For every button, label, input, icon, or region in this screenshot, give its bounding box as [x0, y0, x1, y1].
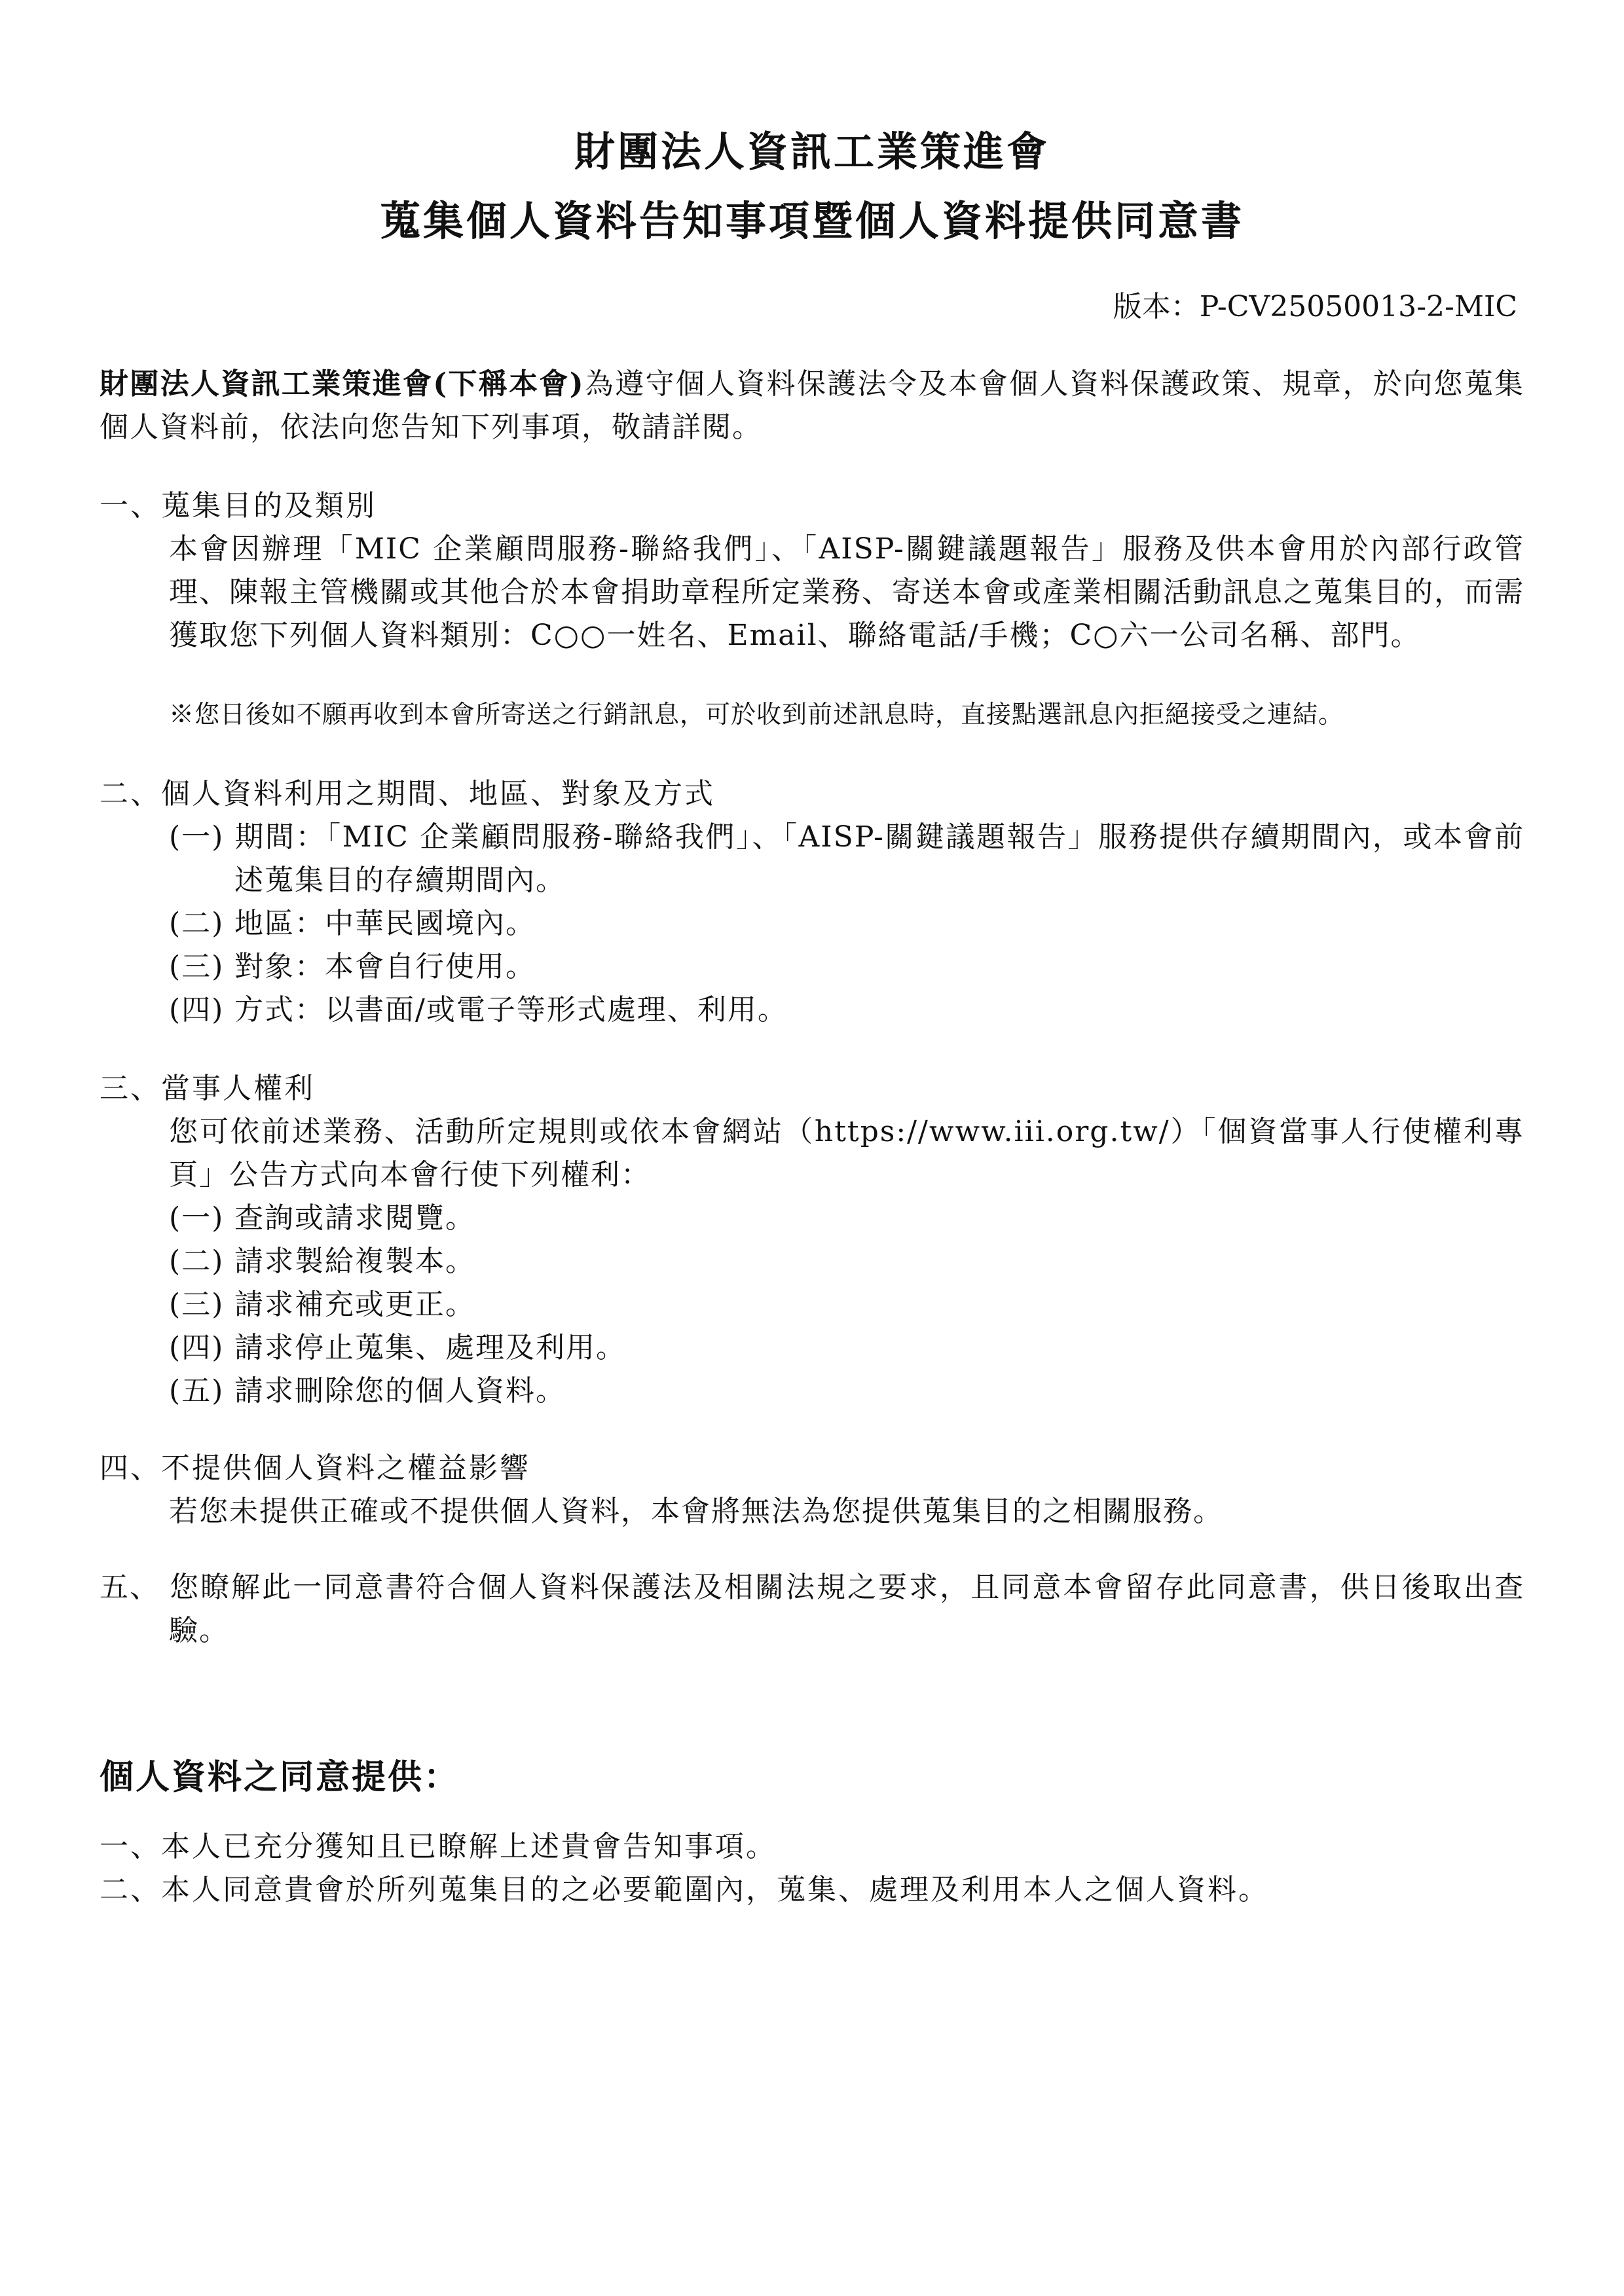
section3-item-5-mark: (五): [169, 1374, 225, 1408]
section5-text: 您瞭解此一同意書符合個人資料保護法及相關法規之要求，且同意本會留存此同意書，供日後取出查驗。: [169, 1571, 1524, 1647]
version-label: 版本：P-CV25050013-2-MIC: [1113, 290, 1517, 323]
section2-item-1: [169, 816, 1524, 902]
section2-item-2: [169, 902, 1524, 945]
section3-item-4-mark: (四): [169, 1331, 225, 1364]
section2-item-1-mark: (一): [169, 820, 225, 854]
document-title-main: 蒐集個人資料告知事項暨個人資料提供同意書: [379, 197, 1244, 245]
section2-item-3-text: 對象：本會自行使用。: [234, 950, 536, 983]
section3-item-2: [169, 1240, 1524, 1283]
section2-item-4-text: 方式：以書面/或電子等形式處理、利用。: [234, 993, 788, 1027]
section3-item-2-mark: (二): [169, 1245, 225, 1278]
section2-heading: 二、個人資料利用之期間、地區、對象及方式: [100, 777, 715, 811]
section4-body: 若您未提供正確或不提供個人資料，本會將無法為您提供蒐集目的之相關服務。: [169, 1495, 1223, 1528]
section2-item-4: [169, 989, 1524, 1032]
intro-paragraph: [100, 363, 1524, 449]
section1-note: ※您日後如不願再收到本會所寄送之行銷訊息，可於收到前述訊息時，直接點選訊息內拒絕接受之連結。: [169, 700, 1344, 729]
section3-item-1-mark: (一): [169, 1201, 225, 1235]
section3-item-2-text: 請求製給複製本。: [234, 1245, 475, 1278]
section2-item-4-mark: (四): [169, 993, 225, 1027]
intro-text: 為遵守個人資料保護法令及本會個人資料保護政策、規章，於向您蒐集個人資料前，依法向您告知下列事項，敬請詳閱。: [100, 367, 1524, 444]
section2-item-3: [169, 945, 1524, 989]
section2-item-1-text: 期間：「MIC 企業顧問服務-聯絡我們」、「AISP-關鍵議題報告」服務提供存續期間內，或本會前述蒐集目的存續期間內。: [234, 820, 1524, 897]
section1-body: 本會因辦理「MIC 企業顧問服務-聯絡我們」、「AISP-關鍵議題報告」服務及供本會用於內部行政管理、陳報主管機關或其他合於本會捐助章程所定業務、寄送本會或產業相關活動訊息之蒐集目的，而需獲取您下列個人資料類別：C○○一姓名、Email、聯絡電話/手機；C○六一公司名稱、部門。: [169, 532, 1524, 652]
section3-item-5-text: 請求刪除您的個人資料。: [234, 1374, 566, 1408]
section3-item-4-text: 請求停止蒐集、處理及利用。: [234, 1331, 626, 1364]
consent-line-1: 一、本人已充分獲知且已瞭解上述貴會告知事項。: [100, 1830, 777, 1863]
section3-item-1: [169, 1197, 1524, 1240]
consent-line-2: 二、本人同意貴會於所列蒐集目的之必要範圍內，蒐集、處理及利用本人之個人資料。: [100, 1873, 1269, 1906]
intro-org-name: 財團法人資訊工業策進會(下稱本會): [100, 367, 585, 401]
section3-item-3-mark: (三): [169, 1288, 225, 1321]
section2-item-3-mark: (三): [169, 950, 225, 983]
section5-mark: 五、: [100, 1571, 160, 1604]
section3-item-5: [169, 1370, 1524, 1413]
section3-body: 您可依前述業務、活動所定規則或依本會網站（https://www.iii.org.tw/）「個資當事人行使權利專頁」公告方式向本會行使下列權利：: [169, 1115, 1524, 1192]
document-title-org: 財團法人資訊工業策進會: [574, 128, 1050, 175]
section2-item-2-text: 地區：中華民國境內。: [234, 907, 536, 940]
section5-paragraph: [100, 1566, 1524, 1652]
consent-heading: 個人資料之同意提供：: [100, 1757, 460, 1797]
section3-item-3-text: 請求補充或更正。: [234, 1288, 475, 1321]
section3-item-1-text: 查詢或請求閱覽。: [234, 1201, 475, 1235]
section4-heading: 四、不提供個人資料之權益影響: [100, 1451, 530, 1485]
section3-item-3: [169, 1283, 1524, 1326]
section2-item-2-mark: (二): [169, 907, 225, 940]
section3-heading: 三、當事人權利: [100, 1072, 315, 1105]
section1-heading: 一、蒐集目的及類別: [100, 489, 377, 522]
section3-item-4: [169, 1326, 1524, 1370]
